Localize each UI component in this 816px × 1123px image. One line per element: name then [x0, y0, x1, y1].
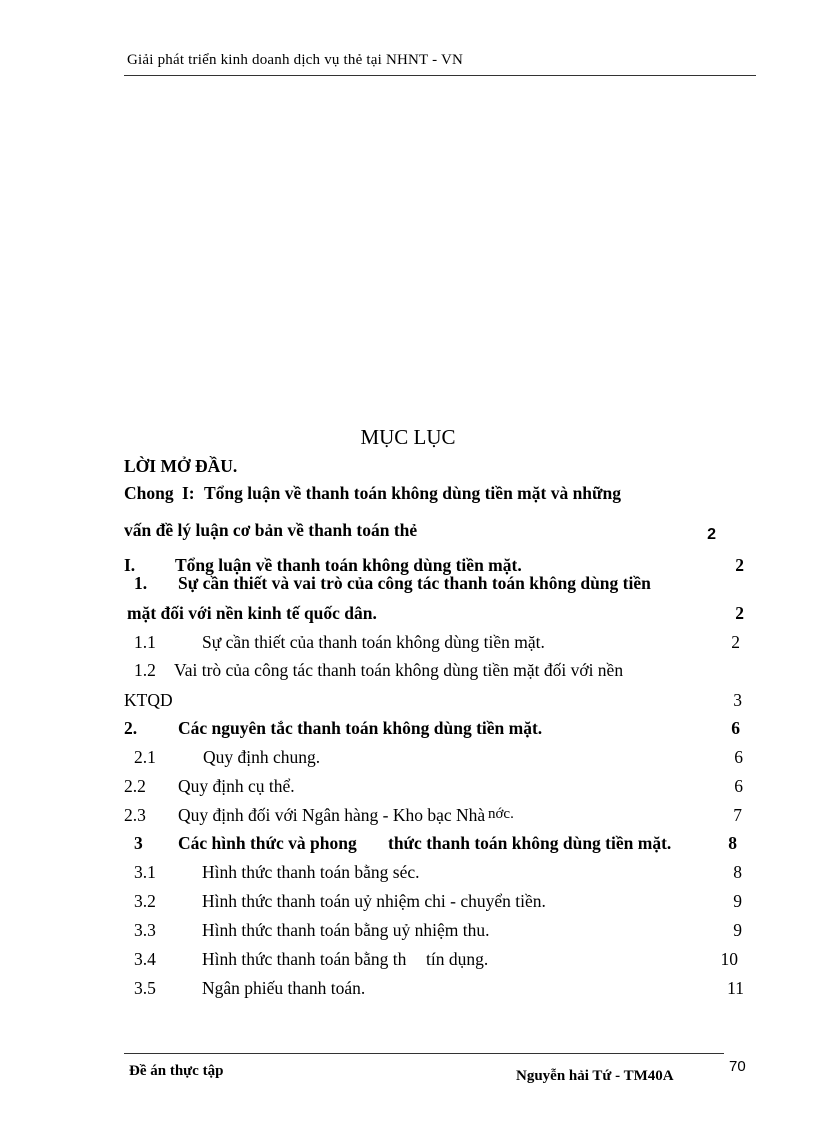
- toc-entry-page: 2: [731, 632, 740, 652]
- toc-entry-page: 7: [733, 805, 742, 825]
- chapter-label: Chong: [124, 483, 174, 503]
- toc-entry-text: Tổng luận về thanh toán không dùng tiền mặt.: [175, 555, 522, 575]
- toc-entry-text: Các nguyên tắc thanh toán không dùng tiền mặt.: [178, 718, 543, 738]
- toc-entry-text: Hình thức thanh toán bằng séc.: [202, 862, 420, 882]
- toc-entry-page: 9: [733, 891, 742, 911]
- header-rule: [124, 75, 756, 76]
- page-number: 70: [729, 1058, 746, 1075]
- toc-entry-page: 6: [734, 747, 743, 767]
- toc-entry-num: 3.3: [134, 920, 156, 940]
- toc-entry-text: Hình thức thanh toán bằng uỷ nhiệm thu.: [202, 920, 490, 940]
- toc-entry-text: Các hình thức và phong: [178, 833, 357, 853]
- toc-entry-num: 3.2: [134, 891, 156, 911]
- toc-entry-page: 8: [733, 862, 742, 882]
- toc-entry-num: 2.2: [124, 776, 146, 796]
- footer-rule: [124, 1053, 724, 1054]
- toc-entry-page: 2: [735, 555, 744, 575]
- chapter-number: I:: [182, 483, 195, 503]
- toc-entry-num: I.: [124, 555, 136, 575]
- toc-entry-text-tail: tín dụng.: [426, 949, 489, 969]
- toc-entry-page: 6: [734, 776, 743, 796]
- toc-entry-num: 2.1: [134, 747, 156, 767]
- toc-entry-page: 10: [720, 949, 738, 969]
- toc-entry-page: 8: [728, 833, 737, 853]
- footer-right: Nguyễn hải Tứ - TM40A: [516, 1068, 674, 1084]
- toc-entry-num: 2.3: [124, 805, 146, 825]
- toc-entry-text-cont: mặt đối với nền kinh tế quốc dân.: [127, 603, 377, 623]
- chapter-title-line2: vấn đề lý luận cơ bản về thanh toán thẻ: [124, 520, 418, 540]
- toc-entry-text: Sự cần thiết và vai trò của công tác thanh toán không dùng tiền: [178, 573, 651, 593]
- toc-entry-text: Sự cần thiết của thanh toán không dùng tiền mặt.: [202, 632, 545, 652]
- toc-entry-page: 11: [727, 978, 744, 998]
- toc-entry-text: Quy định chung.: [203, 747, 321, 767]
- toc-entry-num: 2.: [124, 718, 138, 738]
- toc-entry-text: Hình thức thanh toán uỷ nhiệm chi - chuyển tiền.: [202, 891, 546, 911]
- toc-entry-text: Hình thức thanh toán bằng th: [202, 949, 407, 969]
- toc-entry-text: Quy định đối với Ngân hàng - Kho bạc Nhà: [178, 805, 486, 825]
- toc-entry-page: 2: [735, 603, 744, 623]
- running-header: Giải phát triển kinh doanh dịch vụ thẻ tại NHNT - VN: [127, 52, 464, 68]
- toc-entry-page: 6: [731, 718, 740, 738]
- toc-entry-page: 3: [733, 690, 742, 710]
- toc-entry-num: 1.1: [134, 632, 156, 652]
- toc-entry-num: 3.1: [134, 862, 156, 882]
- footer-left: Đề án thực tập: [129, 1063, 224, 1079]
- toc-entry-text: Quy định cụ thể.: [178, 776, 295, 796]
- toc-entry-page: 9: [733, 920, 742, 940]
- toc-entry-num: 3.5: [134, 978, 156, 998]
- toc-entry-num: 3.4: [134, 949, 156, 969]
- toc-entry-text-tail: thức thanh toán không dùng tiền mặt.: [388, 833, 672, 853]
- toc-entry-num: 1.: [134, 573, 148, 593]
- toc-entry-num: 3: [134, 833, 143, 853]
- toc-title: MỤC LỤC: [360, 425, 456, 449]
- toc-entry-text: Vai trò của công tác thanh toán không dùng tiền mặt đối với nền: [174, 660, 624, 680]
- toc-entry-text: Ngân phiếu thanh toán.: [202, 978, 366, 998]
- chapter-title-line1: Tổng luận về thanh toán không dùng tiền mặt và những: [204, 483, 622, 503]
- toc-intro: LỜI MỞ ĐẦU.: [124, 456, 238, 476]
- toc-entry-num: 1.2: [134, 660, 156, 680]
- toc-entry-text-tail: nớc.: [488, 806, 514, 822]
- toc-entry-text-cont: KTQD: [124, 690, 173, 710]
- chapter-page: 2: [707, 526, 716, 543]
